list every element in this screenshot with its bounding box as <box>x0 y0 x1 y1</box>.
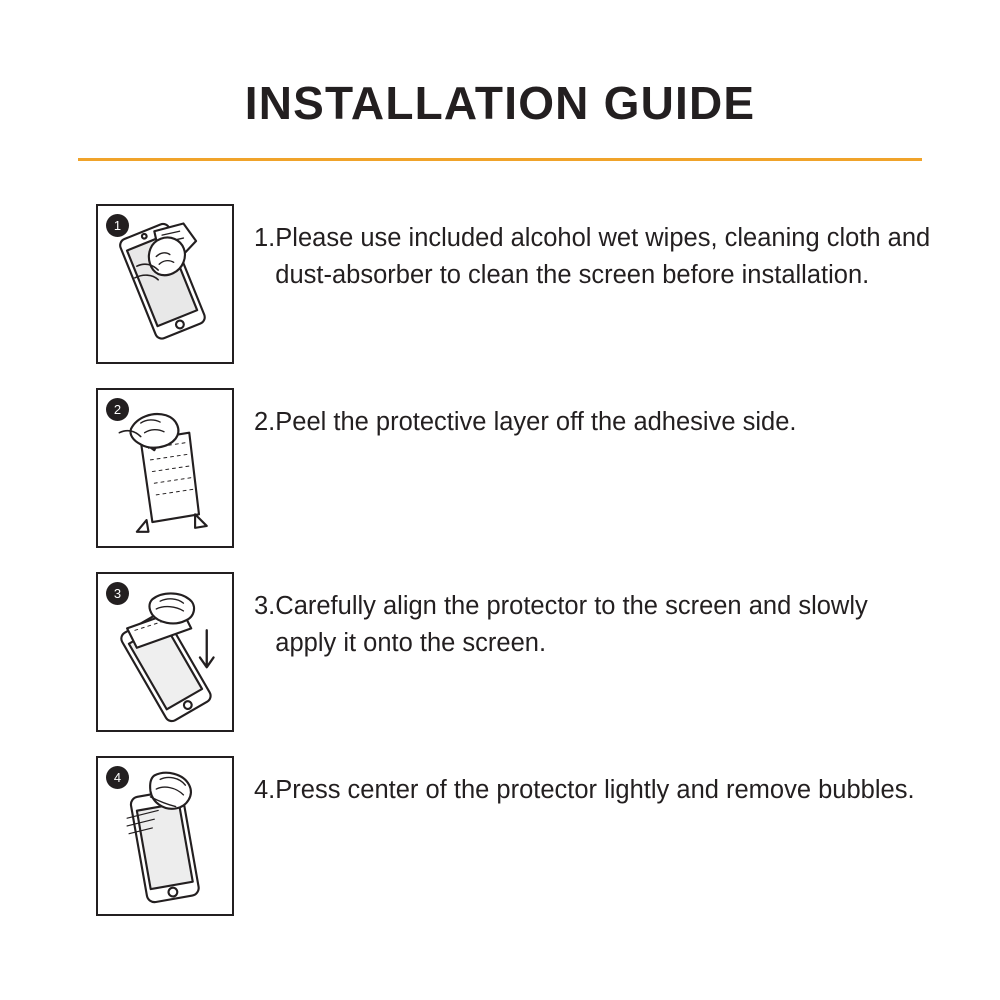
step-number-4: 4. <box>254 776 276 804</box>
list-item <box>0 388 1000 572</box>
title-divider <box>78 158 922 161</box>
step-number-1: 1. <box>254 224 276 252</box>
step-illustration-4 <box>96 756 234 916</box>
step-text-3 <box>254 572 934 661</box>
step-badge-4: 4 <box>106 766 129 789</box>
step-badge-3: 3 <box>106 582 129 605</box>
step-text-2 <box>254 388 934 441</box>
step-body-4: Press center of the protector lightly and remove bubbles. <box>275 776 915 804</box>
step-text-1 <box>254 204 934 293</box>
step-illustration-3 <box>96 572 234 732</box>
list-item <box>0 572 1000 756</box>
page-title: INSTALLATION GUIDE <box>244 77 756 129</box>
page-title-container <box>0 76 1000 130</box>
step-badge-2: 2 <box>106 398 129 421</box>
step-body-3: Carefully align the protector to the screen and slowly apply it onto the screen. <box>275 592 868 657</box>
step-illustration-2 <box>96 388 234 548</box>
step-body-2: Peel the protective layer off the adhesive side. <box>275 408 797 436</box>
step-body-1: Please use included alcohol wet wipes, cleaning cloth and dust-absorber to clean the screen before installation. <box>275 224 931 289</box>
steps-list <box>0 204 1000 940</box>
step-number-2: 2. <box>254 408 276 436</box>
step-badge-1: 1 <box>106 214 129 237</box>
list-item <box>0 204 1000 388</box>
list-item <box>0 756 1000 940</box>
step-number-3: 3. <box>254 592 276 620</box>
step-text-4 <box>254 756 934 809</box>
step-illustration-1 <box>96 204 234 364</box>
